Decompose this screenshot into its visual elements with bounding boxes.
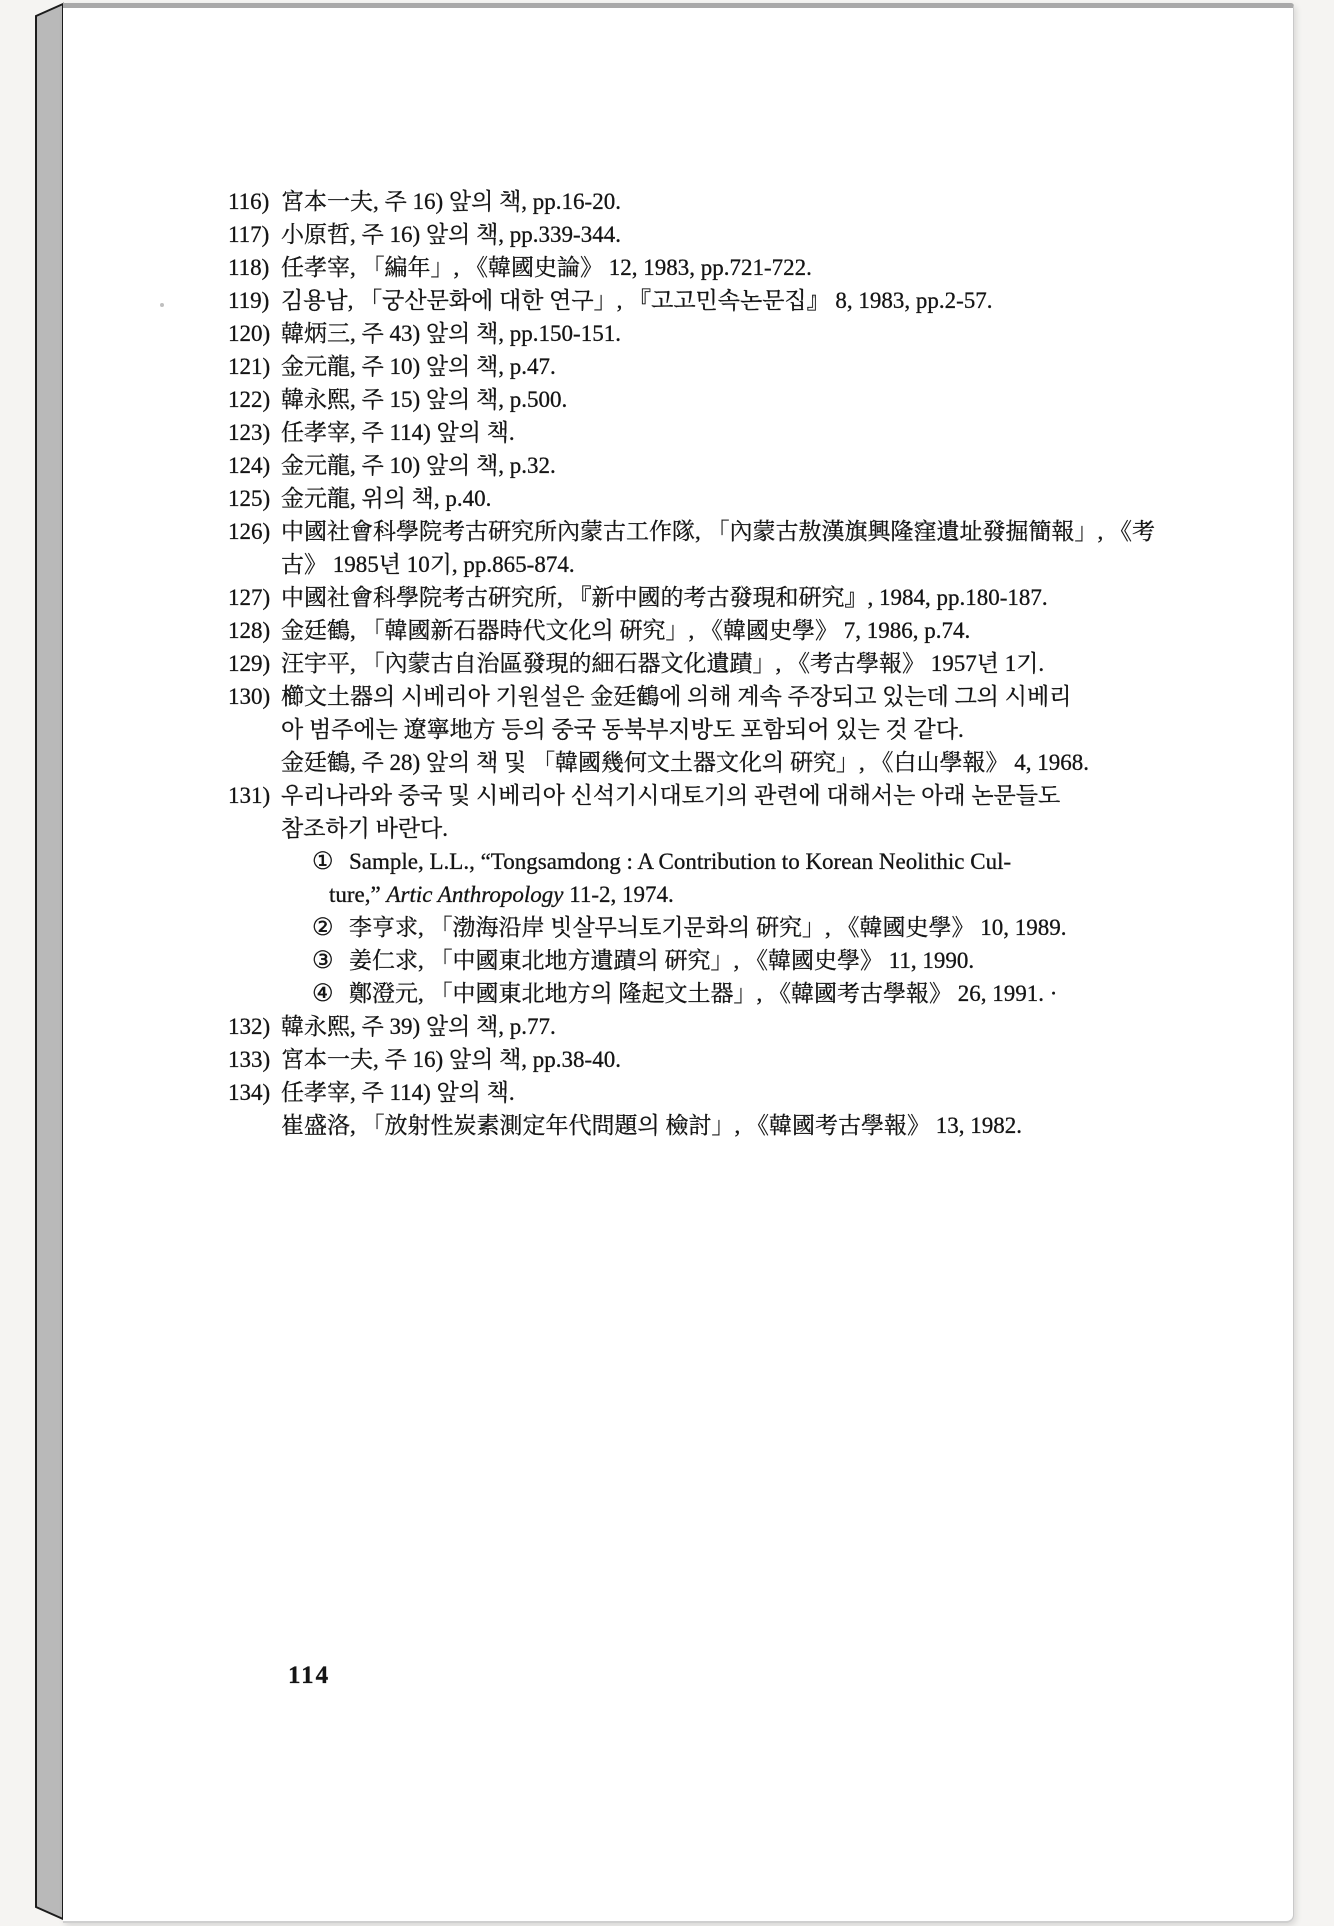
footnote-number: 116) (228, 189, 270, 214)
footnote-number: ③ (312, 948, 334, 974)
footnote-line (0, 548, 1334, 581)
footnote-text: 金元龍, 주 10) 앞의 책, p.47. (281, 354, 556, 379)
footnote-number: 132) (228, 1014, 271, 1039)
footnote-number: 129) (228, 651, 271, 676)
footnote-number: 126) (228, 519, 271, 544)
footnote-line (0, 581, 1334, 614)
footnote-line (0, 911, 1334, 944)
footnote-text: 金廷鶴, 「韓國新石器時代文化의 硏究」, 《韓國史學》 7, 1986, p.74. (281, 618, 971, 643)
footnote-line (0, 746, 1334, 779)
footnote-line (0, 482, 1334, 515)
footnote-line (0, 218, 1334, 251)
footnote-line (0, 515, 1334, 548)
footnote-text: 金廷鶴, 주 28) 앞의 책 및 「韓國幾何文土器文化의 硏究」, 《白山學報》 4, 1968. (281, 750, 1089, 775)
footnote-number: 121) (228, 354, 271, 379)
footnote-line (0, 713, 1334, 746)
footnote-line (0, 614, 1334, 647)
footnote-text: 아 범주에는 遼寧地方 등의 중국 동북부지방도 포함되어 있는 것 같다. (281, 717, 964, 742)
footnote-line (0, 977, 1334, 1010)
footnote-line (0, 1076, 1334, 1109)
footnote-text: 韓永熙, 주 15) 앞의 책, p.500. (281, 387, 568, 412)
footnote-line (0, 383, 1334, 416)
footnote-line (0, 944, 1334, 977)
footnote-text: 李亨求, 「渤海沿岸 빗살무늬토기문화의 硏究」, 《韓國史學》 10, 1989. (349, 915, 1067, 940)
footnote-text: 우리나라와 중국 및 시베리아 신석기시대토기의 관련에 대해서는 아래 논문들도 (281, 783, 1061, 808)
footnote-text: 金元龍, 위의 책, p.40. (281, 486, 492, 511)
footnote-number: 133) (228, 1047, 271, 1072)
footnote-line (0, 647, 1334, 680)
footnote-number: 125) (228, 486, 271, 511)
footnote-line (0, 680, 1334, 713)
footnote-text: 小原哲, 주 16) 앞의 책, pp.339-344. (281, 222, 621, 247)
footnote-line (0, 185, 1334, 218)
footnote-line (0, 284, 1334, 317)
footnote-line (0, 1010, 1334, 1043)
footnote-line (0, 350, 1334, 383)
footnote-line (0, 812, 1334, 845)
footnote-text: 中國社會科學院考古硏究所, 『新中國的考古發現和硏究』, 1984, pp.180-187. (281, 585, 1048, 610)
footnote-text: 汪宇平, 「內蒙古自治區發現的細石器文化遺蹟」, 《考古學報》 1957년 1기. (281, 651, 1045, 676)
footnote-text: Artic Anthropology (386, 882, 564, 907)
footnote-line (0, 779, 1334, 812)
footnote-text: 鄭澄元, 「中國東北地方의 隆起文土器」, 《韓國考古學報》 26, 1991. · (349, 981, 1058, 1006)
footnote-text: 11-2, 1974. (563, 882, 674, 907)
footnote-text: 宮本一夫, 주 16) 앞의 책, pp.16-20. (281, 189, 621, 214)
footnote-number: 127) (228, 585, 271, 610)
footnote-text: 櫛文土器의 시베리아 기원설은 金廷鶴에 의해 계속 주장되고 있는데 그의 시베리 (281, 684, 1072, 709)
footnote-text: 中國社會科學院考古硏究所內蒙古工作隊, 「內蒙古敖漢旗興隆窪遺址發掘簡報」, 《考 (281, 519, 1155, 544)
footnote-text: 韓永熙, 주 39) 앞의 책, p.77. (281, 1014, 556, 1039)
footnote-number: 122) (228, 387, 271, 412)
footnote-number: 123) (228, 420, 271, 445)
footnote-list (0, 185, 1334, 1142)
footnote-text: 참조하기 바란다. (281, 816, 449, 841)
footnote-text: 任孝宰, 주 114) 앞의 책. (281, 1080, 515, 1105)
footnote-number: 134) (228, 1080, 271, 1105)
footnote-text: 崔盛洛, 「放射性炭素測定年代問題의 檢討」, 《韓國考古學報》 13, 1982. (281, 1113, 1022, 1138)
footnote-text: ture,” (329, 882, 387, 907)
footnote-text: 任孝宰, 주 114) 앞의 책. (281, 420, 515, 445)
footnote-number: 130) (228, 684, 271, 709)
page-number: 114 (288, 1662, 331, 1689)
footnote-number: 120) (228, 321, 271, 346)
footnote-text: Sample, L.L., “Tongsamdong : A Contribution to Korean Neolithic Cul- (349, 849, 1012, 874)
footnote-number: 128) (228, 618, 271, 643)
footnote-number: 124) (228, 453, 271, 478)
footnote-number: 131) (228, 783, 271, 808)
footnote-line (0, 317, 1334, 350)
footnote-line (0, 845, 1334, 878)
footnote-number: ② (312, 915, 334, 941)
footnote-line (0, 878, 1334, 911)
footnote-number: 119) (228, 288, 270, 313)
footnote-number: 117) (228, 222, 270, 247)
footnote-number: 118) (228, 255, 270, 280)
footnote-line (0, 1109, 1334, 1142)
footnote-text: 任孝宰, 「編年」, 《韓國史論》 12, 1983, pp.721-722. (281, 255, 812, 280)
footnote-text: 金元龍, 주 10) 앞의 책, p.32. (281, 453, 556, 478)
footnote-text: 宮本一夫, 주 16) 앞의 책, pp.38-40. (281, 1047, 621, 1072)
footnote-line (0, 1043, 1334, 1076)
footnote-line (0, 251, 1334, 284)
footnote-line (0, 416, 1334, 449)
footnote-text: 姜仁求, 「中國東北地方遺蹟의 硏究」, 《韓國史學》 11, 1990. (349, 948, 975, 973)
footnote-number: ④ (312, 981, 334, 1007)
footnote-line (0, 449, 1334, 482)
footnote-text: 韓炳三, 주 43) 앞의 책, pp.150-151. (281, 321, 621, 346)
footnote-text: 김용남, 「궁산문화에 대한 연구」, 『고고민속논문집』 8, 1983, pp.2-57. (281, 288, 993, 313)
footnote-text: 古》 1985년 10기, pp.865-874. (281, 552, 575, 577)
footnote-number: ① (312, 849, 334, 875)
